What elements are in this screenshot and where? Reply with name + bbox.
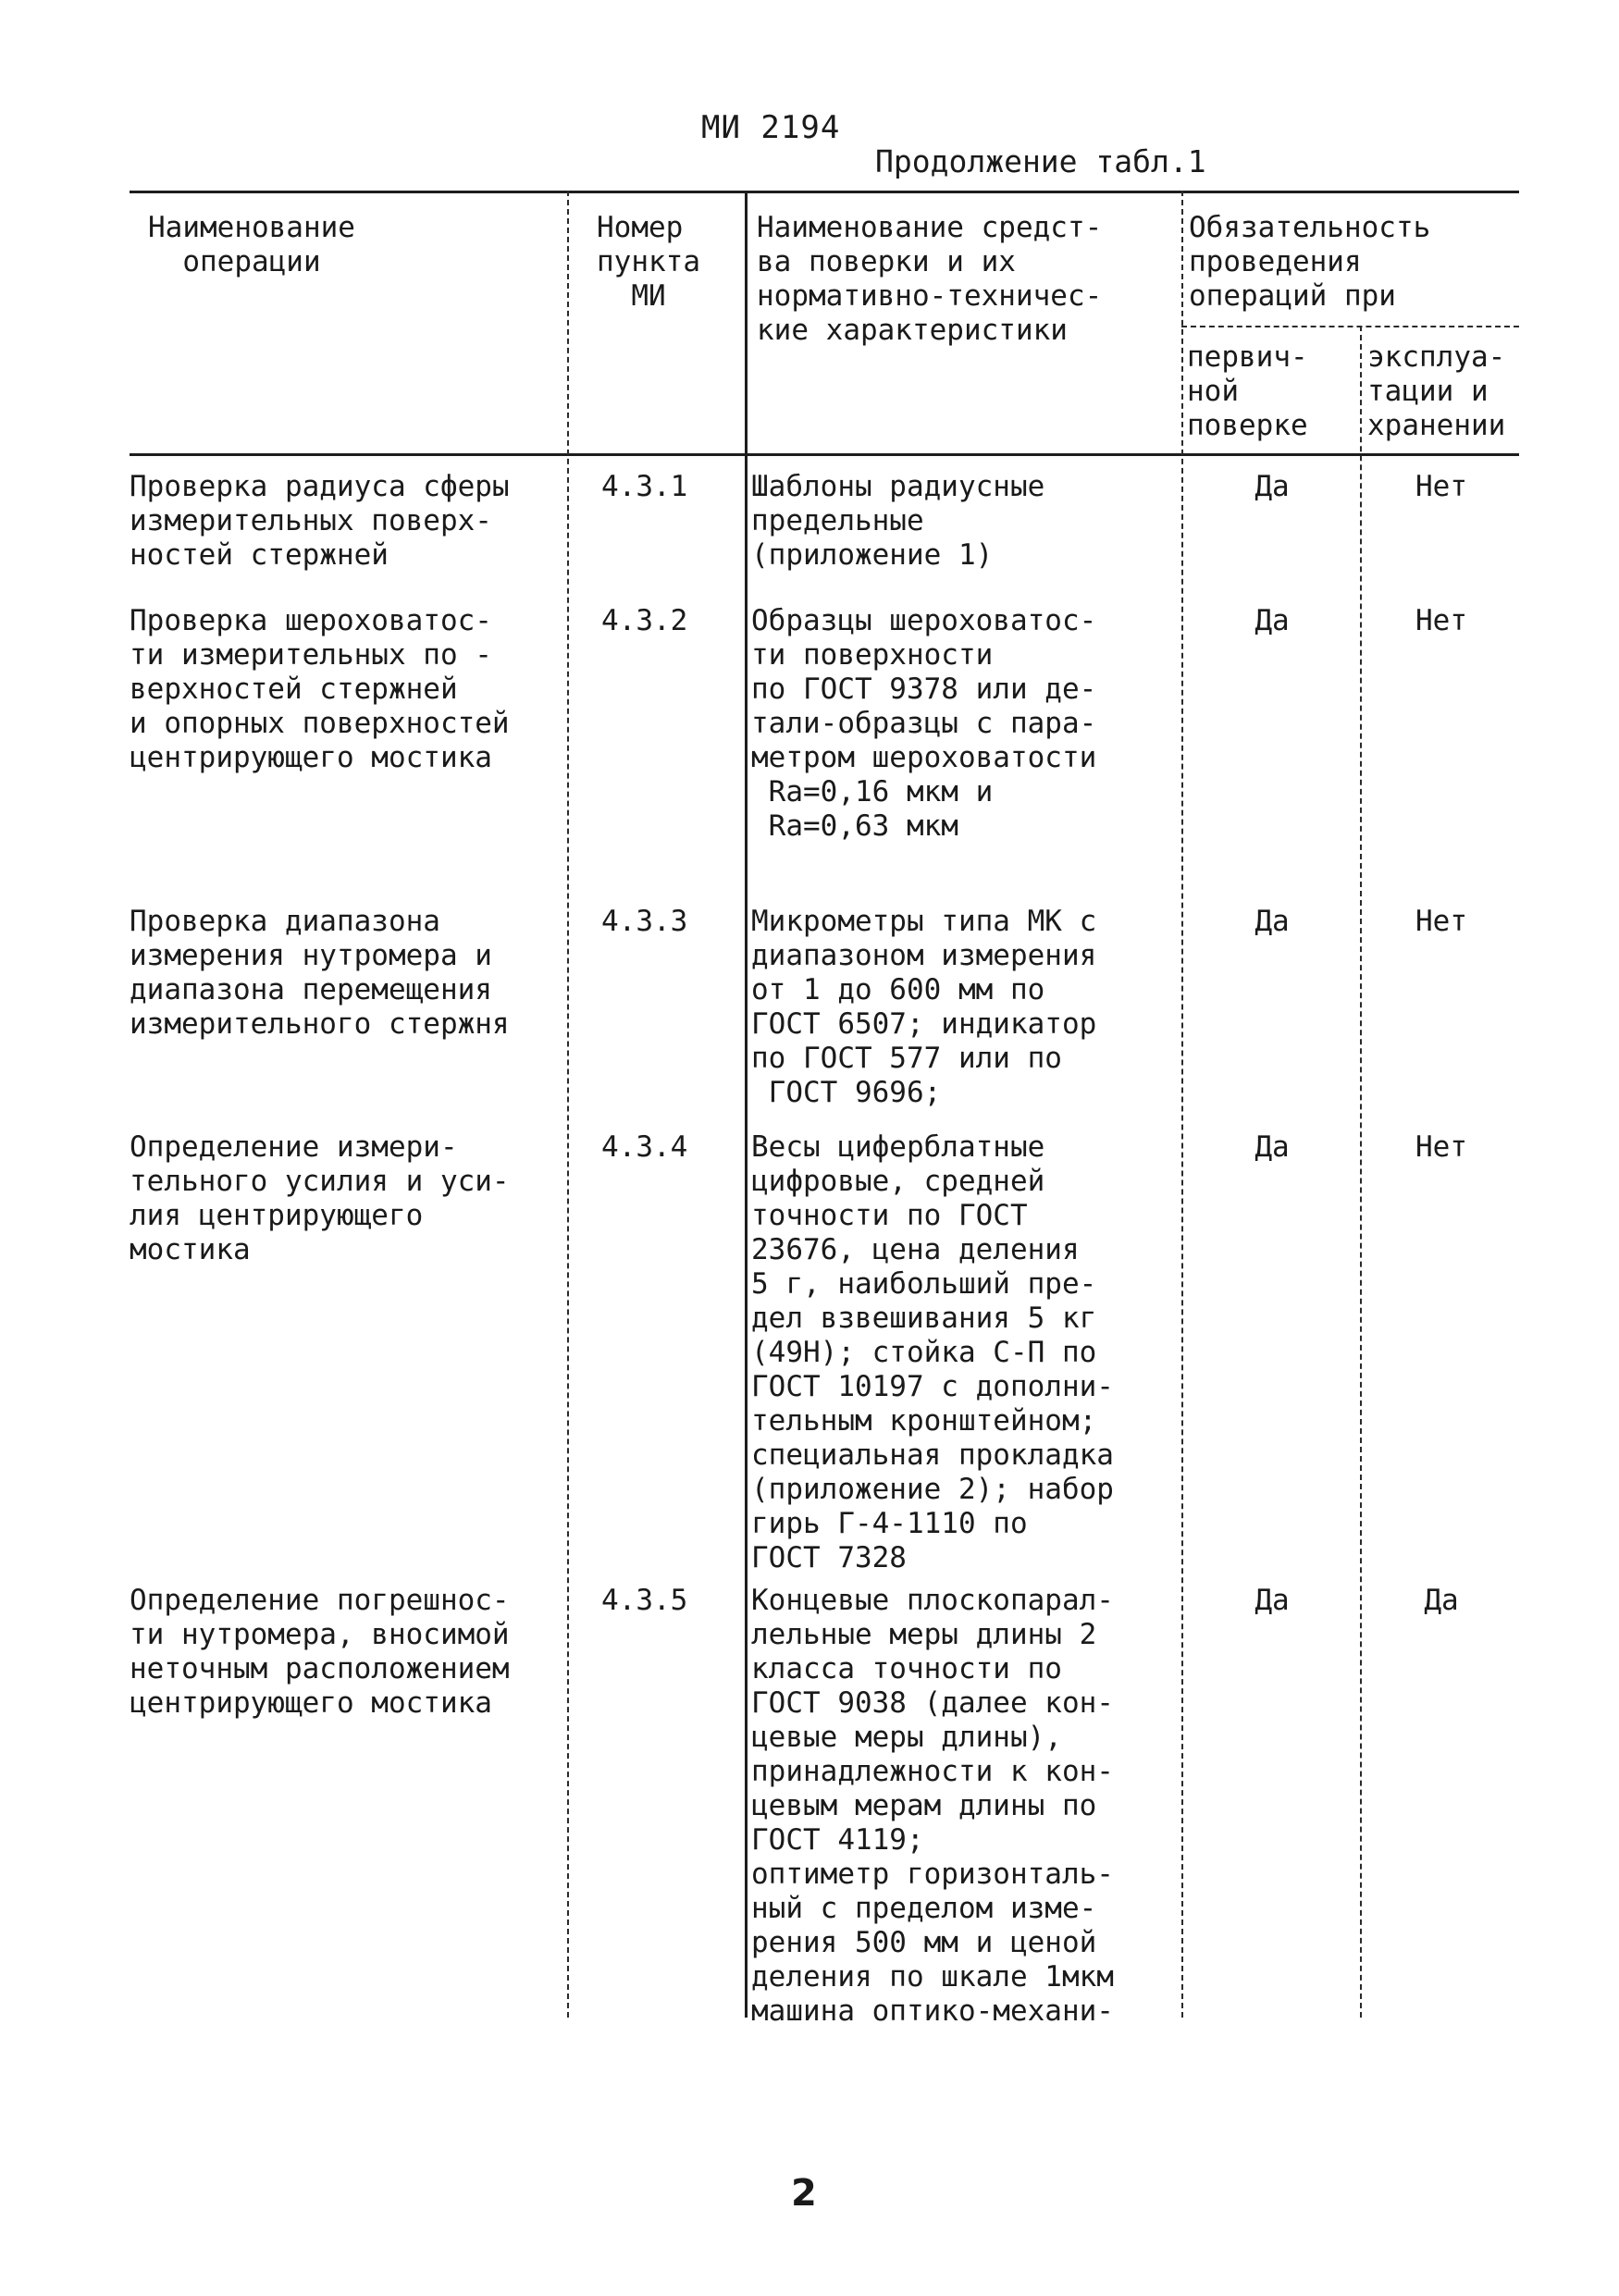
table-continuation-label: Продолжение табл.1 — [875, 143, 1206, 179]
obligation-subheader-rule — [1181, 326, 1519, 327]
row-item-number: 4.3.4 — [601, 1130, 688, 1164]
row-means: Микрометры типа МК с диапазоном измерения от 1 до 600 мм по ГОСТ 6507; индикатор по ГОСТ 577 или по ГОСТ 9696; — [751, 905, 1097, 1109]
header-item-number: Номер пункта МИ — [597, 211, 700, 313]
row-means: Весы циферблатные цифровые, средней точности по ГОСТ 23676, цена деления 5 г, наибольший пре- дел взвешивания 5 кг (49Н); стойка С-П по ГОСТ 10197 с дополни- тельным кронштейном; специальная прокладка (приложение 2); набор гирь Г-4-1110 по ГОСТ 7328 — [751, 1130, 1114, 1574]
header-primary: первич- ной поверке — [1187, 340, 1308, 442]
row-operation-storage: Нет — [1415, 604, 1467, 637]
header-bottom-border — [130, 453, 1519, 456]
row-item-number: 4.3.1 — [601, 470, 688, 503]
row-means: Концевые плоскопарал- лельные меры длины 2 класса точности по ГОСТ 9038 (далее кон- цевые меры длины), принадлежности к кон- цевым мерам длины по ГОСТ 4119; оптиметр горизонталь- ный с пределом изме- рения 500 мм и ценой деления по шкале 1мкм машина оптико-механи- — [751, 1584, 1114, 2028]
column-divider-3 — [1181, 191, 1183, 2018]
row-primary: Да — [1254, 470, 1290, 503]
row-means: Шаблоны радиусные предельные (приложение 1) — [751, 470, 1045, 572]
row-operation-storage: Нет — [1415, 470, 1467, 503]
header-means: Наименование средст- ва поверки и их нормативно-техничес- кие характеристики — [757, 211, 1103, 347]
header-obligation: Обязательность проведения операций при — [1189, 211, 1431, 313]
row-operation: Проверка шероховатос- ти измерительных по - верхностей стержней и опорных поверхностей центрирующего мостика — [130, 604, 510, 774]
row-means: Образцы шероховатос- ти поверхности по ГОСТ 9378 или де- тали-образцы с пара- метром шероховатости Ra=0,16 мкм и Ra=0,63 мкм — [751, 604, 1097, 843]
table-top-border — [130, 191, 1519, 193]
row-operation-storage: Нет — [1415, 1130, 1467, 1164]
row-operation: Проверка диапазона измерения нутромера и диапазона перемещения измерительного стержня — [130, 905, 510, 1041]
column-divider-1 — [567, 191, 569, 2018]
row-operation: Определение измери- тельного усилия и уси- лия центрирующего мостика — [130, 1130, 510, 1266]
row-primary: Да — [1254, 604, 1290, 637]
document-id: МИ 2194 — [701, 109, 841, 146]
row-primary: Да — [1254, 1584, 1290, 1617]
row-operation: Проверка радиуса сферы измерительных поверх- ностей стержней — [130, 470, 510, 572]
row-primary: Да — [1254, 905, 1290, 938]
row-item-number: 4.3.3 — [601, 905, 688, 938]
row-item-number: 4.3.5 — [601, 1584, 688, 1617]
column-divider-2 — [745, 191, 748, 2018]
column-divider-4 — [1360, 326, 1362, 2018]
row-item-number: 4.3.2 — [601, 604, 688, 637]
row-operation: Определение погрешнос- ти нутромера, вносимой неточным расположением центрирующего мостика — [130, 1584, 510, 1720]
row-operation-storage: Нет — [1415, 905, 1467, 938]
header-operation-storage: эксплуа- тации и хранении — [1367, 340, 1506, 442]
page-number: 2 — [791, 2172, 817, 2215]
row-primary: Да — [1254, 1130, 1290, 1164]
header-operation: Наименование операции — [148, 211, 355, 278]
row-operation-storage: Да — [1424, 1584, 1459, 1617]
